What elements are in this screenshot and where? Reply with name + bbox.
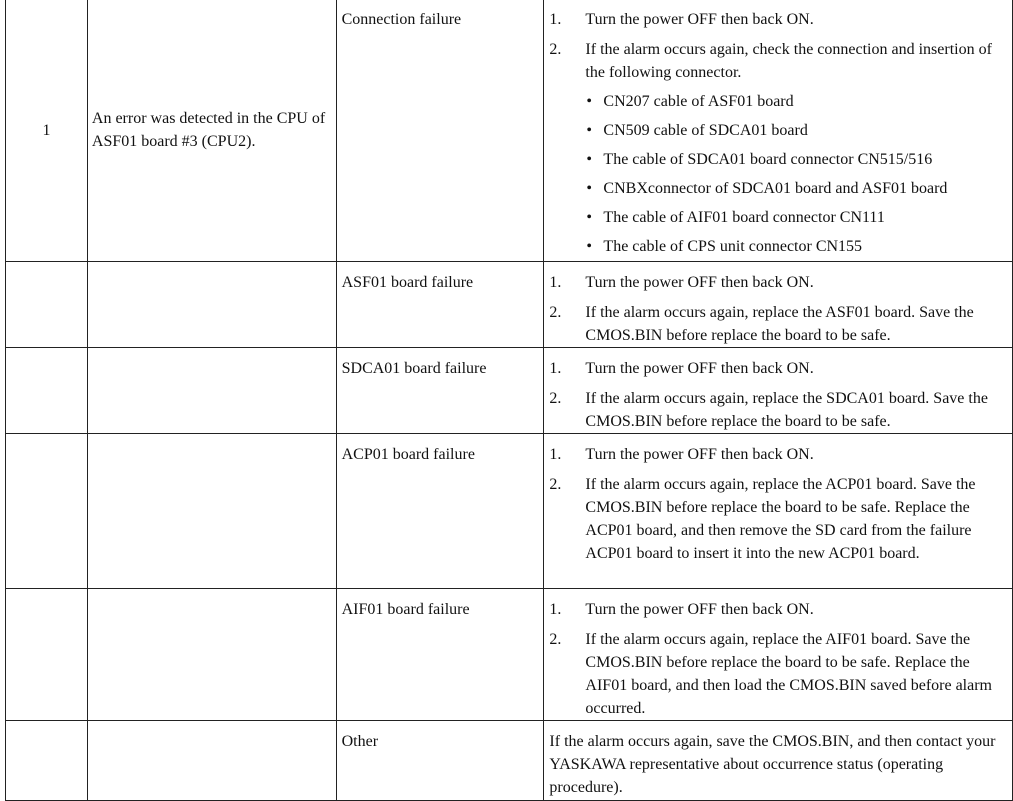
step-number: 2. [549,631,562,648]
step-text: Turn the power OFF then back ON. [585,446,814,463]
table-row [6,721,1013,801]
remedy-cell [544,262,1013,348]
remedy-step [549,8,1008,31]
connector-item: The cable of SDCA01 board connector CN515/516 [603,151,933,168]
list-item [585,119,1008,142]
step-text: If the alarm occurs again, replace the SDCA01 board. Save the CMOS.BIN before replace the board to be safe. [585,390,988,430]
list-item [585,148,1008,171]
cause-label: Connection failure [336,0,544,262]
remedy-step [549,38,1008,258]
step-number: 1. [549,274,562,291]
list-item [585,206,1008,229]
table-row [6,0,1013,262]
cause-label: SDCA01 board failure [336,348,544,434]
step-number: 1. [549,11,562,28]
row-number [6,434,88,589]
row-number [6,262,88,348]
remedy-text: If the alarm occurs again, save the CMOS.BIN, and then contact your YASKAWA representative about occurrence status (operating procedure). [549,733,996,796]
bullet-icon: • [586,122,593,139]
remedy-step [549,598,1008,621]
cause-label: ACP01 board failure [336,434,544,589]
step-number: 1. [549,446,562,463]
connector-item: The cable of CPS unit connector CN155 [603,238,863,255]
connector-list [585,90,1008,258]
step-text: If the alarm occurs again, replace the AIF01 board. Save the CMOS.BIN before replace the board to be safe. Replace the AIF01 board, and then load the CMOS.BIN saved before alarm occurred. [585,631,992,717]
remedy-step [549,387,1008,433]
step-number: 2. [549,390,562,407]
remedy-cell [544,348,1013,434]
remedy-cell [544,434,1013,589]
remedy-step [549,628,1008,720]
bullet-icon: • [586,180,593,197]
bullet-icon: • [586,209,593,226]
step-text: If the alarm occurs again, replace the ASF01 board. Save the CMOS.BIN before replace the board to be safe. [585,304,974,344]
step-number: 1. [549,360,562,377]
step-text: Turn the power OFF then back ON. [585,360,814,377]
step-text: Turn the power OFF then back ON. [585,274,814,291]
alarm-detail [87,348,336,434]
table-row [6,348,1013,434]
step-number: 2. [549,304,562,321]
alarm-detail: An error was detected in the CPU of ASF01 board #3 (CPU2). [87,0,336,262]
connector-item: CN207 cable of ASF01 board [603,93,794,110]
alarm-detail [87,721,336,801]
remedy-cell [544,0,1013,262]
remedy-cell [544,589,1013,721]
row-number [6,589,88,721]
cause-label: ASF01 board failure [336,262,544,348]
remedy-step [549,473,1008,565]
step-text: Turn the power OFF then back ON. [585,601,814,618]
remedy-step [549,443,1008,466]
list-item [585,90,1008,113]
row-number [6,348,88,434]
step-number: 2. [549,41,562,58]
row-number [6,721,88,801]
step-text: If the alarm occurs again, replace the ACP01 board. Save the CMOS.BIN before replace the board to be safe. Replace the ACP01 board, and then remove the SD card from the failure ACP01 board to insert it into the new ACP01 board. [585,476,976,562]
list-item [585,235,1008,258]
remedy-step [549,357,1008,380]
remedy-step [549,271,1008,294]
step-text: If the alarm occurs again, check the connection and insertion of the following connector. [585,41,992,81]
cause-label: Other [336,721,544,801]
table-row [6,434,1013,589]
connector-item: The cable of AIF01 board connector CN111 [603,209,885,226]
step-text: Turn the power OFF then back ON. [585,11,814,28]
step-number: 2. [549,476,562,493]
bullet-icon: • [586,93,593,110]
alarm-detail [87,262,336,348]
list-item [585,177,1008,200]
cause-label: AIF01 board failure [336,589,544,721]
remedy-step [549,301,1008,347]
connector-item: CNBXconnector of SDCA01 board and ASF01 board [603,180,948,197]
table-row [6,589,1013,721]
alarm-detail [87,434,336,589]
remedy-cell [544,721,1013,801]
connector-item: CN509 cable of SDCA01 board [603,122,808,139]
bullet-icon: • [586,151,593,168]
step-number: 1. [549,601,562,618]
alarm-remedy-table [5,0,1013,801]
alarm-detail [87,589,336,721]
table-row [6,262,1013,348]
bullet-icon: • [586,238,593,255]
row-number: 1 [6,0,88,262]
